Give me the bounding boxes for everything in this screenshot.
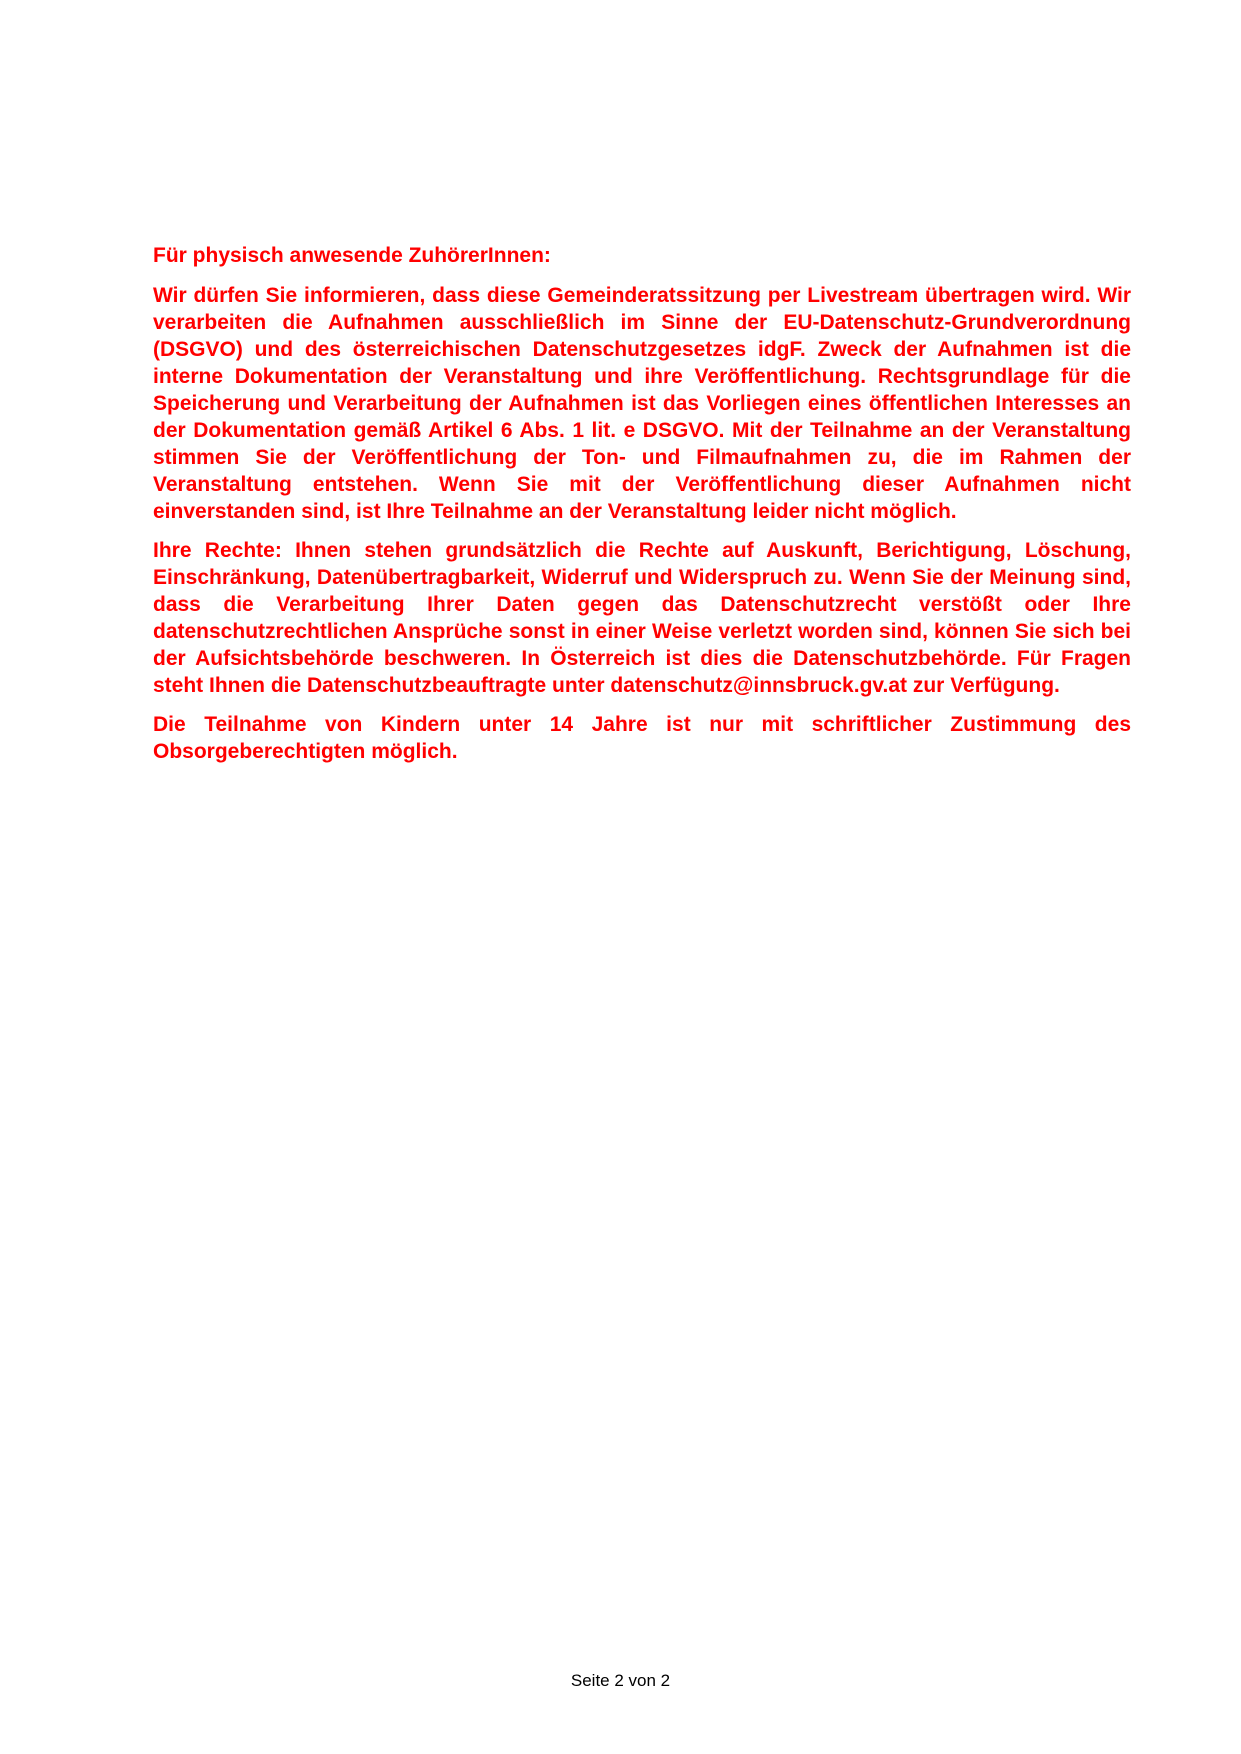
document-body xyxy=(153,242,1131,777)
section-heading: Für physisch anwesende ZuhörerInnen: xyxy=(153,244,551,267)
paragraph-livestream-notice: Wir dürfen Sie informieren, dass diese Gemeinderatssitzung per Livestream übertragen wird. Wir verarbeiten die Aufnahmen ausschließlich im Sinne der EU-Datenschutz-Grundverordnung (DSGVO) und des österreichischen Datenschutzgesetzes idgF. Zweck der Aufnahmen ist die interne Dokumentation der Veranstaltung und ihre Veröffentlichung. Rechtsgrundlage für die Speicherung und Verarbeitung der Aufnahmen ist das Vorliegen eines öffentlichen Interesses an der Dokumentation gemäß Artikel 6 Abs. 1 lit. e DSGVO. Mit der Teilnahme an der Veranstaltung stimmen Sie der Veröffentlichung der Ton- und Filmaufnahmen zu, die im Rahmen der Veranstaltung entstehen. Wenn Sie mit der Veröffentlichung dieser Aufnahmen nicht einverstanden sind, ist Ihre Teilnahme an der Veranstaltung leider nicht möglich. xyxy=(153,284,1131,523)
page-number: Seite 2 von 2 xyxy=(570,1671,671,1690)
paragraph-rights: Ihre Rechte: Ihnen stehen grundsätzlich die Rechte auf Auskunft, Berichtigung, Löschung, Einschränkung, Datenübertragbarkeit, Widerruf und Widerspruch zu. Wenn Sie der Meinung sind, dass die Verarbeitung Ihrer Daten gegen das Datenschutzrecht verstößt oder Ihre datenschutzrechtlichen Ansprüche sonst in einer Weise verletzt worden sind, können Sie sich bei der Aufsichtsbehörde beschweren. In Österreich ist dies die Datenschutzbehörde. Für Fragen steht Ihnen die Datenschutzbeauftragte unter datenschutz@innsbruck.gv.at zur Verfügung. xyxy=(153,539,1131,697)
paragraph-children-consent: Die Teilnahme von Kindern unter 14 Jahre ist nur mit schriftlicher Zustimmung des Obsorgeberechtigten möglich. xyxy=(153,713,1131,763)
